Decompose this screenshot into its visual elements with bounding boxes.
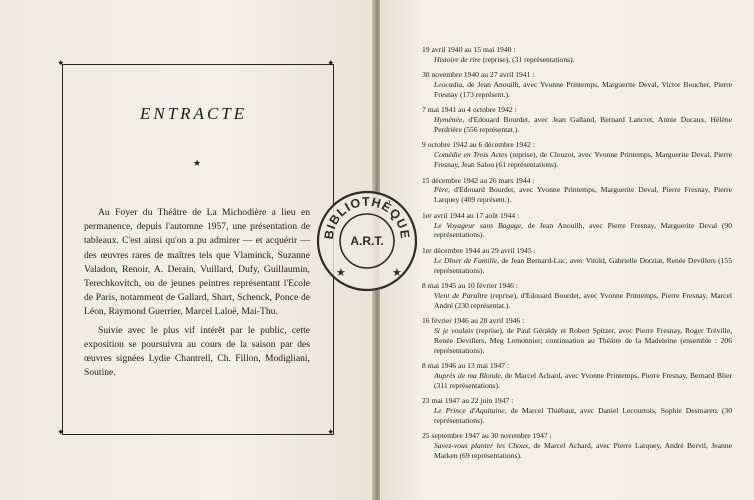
entry-description <box>422 406 732 426</box>
entry-description <box>422 80 732 100</box>
performance-entry <box>422 316 732 356</box>
ornament-star-icon: ★ <box>193 158 202 168</box>
entry-date: 19 avril 1940 au 15 mai 1940 : <box>422 45 516 54</box>
stamp-star-icon: ★ <box>336 267 346 279</box>
entry-description <box>422 115 732 135</box>
entry-date: 9 octobre 1942 au 6 décembre 1942 : <box>422 140 535 150</box>
entry-date: 15 décembre 1942 au 26 mars 1944 : <box>422 175 535 185</box>
play-title: Hyménée <box>434 115 463 125</box>
performance-entry <box>422 105 732 135</box>
entry-details: , d'Edouard Bourdet, avec Yvonne Printemps, Marguerite Deval, Pierre Fresnay, Pierre Larquey (409 représent.). <box>434 185 732 205</box>
library-stamp <box>312 186 422 296</box>
entry-description <box>422 55 732 65</box>
entry-date: 1er avril 1944 au 17 août 1944 : <box>422 210 520 220</box>
performance-entry <box>422 45 732 65</box>
entry-date: 16 février 1946 au 28 avril 1946 : <box>422 315 525 325</box>
entry-description <box>422 185 732 205</box>
entry-details: , de Jean Bernard-Luc, avec Vitold, Gabrielle Dorziat, Renée Devillers (155 représentations). <box>434 255 732 275</box>
entry-details: (reprise), d'Edouard Bourdet, avec Yvonne Printemps, Pierre Fresnay, Marcel André (230 représentat.). <box>434 290 732 310</box>
entry-description <box>422 221 732 241</box>
performance-entry <box>422 70 732 100</box>
performance-entry <box>422 396 732 426</box>
entry-date: 25 septembre 1947 au 30 novembre 1947 : <box>422 431 552 441</box>
performance-entry <box>422 211 732 241</box>
play-title: Savez-vous planter les Choux <box>434 441 529 451</box>
corner-star-icon: ✦ <box>327 427 335 437</box>
play-title: Leocadia <box>434 80 463 90</box>
stamp-star-icon: ★ <box>392 267 402 279</box>
play-title: Le Dîner de Famille <box>434 255 498 265</box>
play-title: Le Voyageur sans Bagage <box>434 220 522 230</box>
page-title: ENTRACTE <box>140 104 248 123</box>
play-title: Auprès de ma Blonde <box>434 370 501 380</box>
entry-date: 8 mai 1946 au 13 mai 1947 : <box>422 360 510 370</box>
entry-date: 8 mai 1945 au 10 février 1946 : <box>422 280 518 290</box>
performance-entry <box>422 431 732 461</box>
entry-date: 1er décembre 1944 au 29 avril 1945 : <box>422 245 536 255</box>
entry-details: (reprise), de Paul Géraldy et Robert Spitzer, avec Pierre Fresnay, Roger Tréville, Renée Devillers, Meg Lemonnier; continuation au Théâtre de la Madeleine (ensemble : 206 représentations). <box>434 325 732 355</box>
entry-description <box>422 371 732 391</box>
entracte-text <box>84 206 310 380</box>
entry-details: , d'Edouard Bourdet, avec Jean Galland, Bernard Lancret, Annie Ducaux, Hélène Perdrière (556 représentat.). <box>434 115 732 135</box>
performance-list <box>422 45 732 466</box>
performance-entry <box>422 361 732 391</box>
performance-entry <box>422 281 732 311</box>
performance-entry <box>422 140 732 170</box>
play-title: Le Prince d'Aquitaine <box>434 406 505 415</box>
stamp-top-text: BIBLIOTHÈQUE <box>321 194 413 241</box>
entry-details: (reprise), (31 représentations). <box>480 54 575 64</box>
paragraph: Au Foyer du Théâtre de La Michodière a lieu en permanence, depuis l'automne 1957, une présentation de tableaux. C'est ainsi qu'on a pu admirer — et acquérir — des œuvres rares de maîtres tels que Vlaminck, Suzanne Valadon, Renoir, A. Derain, Vuillard, Dufy, Guillaumin, Terechkovitch, ou de jeunes peintres représentant l'Ecole de Paris, notamment de Gallard, Shart, Schenck, Ponce de Léon, Raymond Guerrier, Marcel Laloë, Mai-Thu. <box>84 207 310 318</box>
entry-details: , de Jean Anouilh, avec Yvonne Printemps, Marguerite Deval, Victor Boucher, Pierre Fresnay (173 représent.). <box>434 80 732 100</box>
entry-date: 23 mai 1947 au 22 juin 1947 : <box>422 396 514 406</box>
entry-details: (reprise), de Clouzot, avec Yvonne Printemps, Marguerite Deval, Pierre Fresnay, Jean Salou (61 représentations). <box>434 150 732 170</box>
stamp-center-text: A.R.T. <box>350 234 384 248</box>
entry-description <box>422 291 732 311</box>
entry-details: , de Marcel Achard, avec Yvonne Printemps, Pierre Fresnay, Bernard Blier (311 représentations). <box>434 370 733 390</box>
play-title: Comédie en Trois Actes <box>434 150 508 160</box>
corner-star-icon: ✦ <box>327 58 335 68</box>
play-title: Vient de Paraître <box>434 290 488 300</box>
corner-star-icon: ✦ <box>57 427 65 437</box>
play-title: Père <box>434 185 449 195</box>
entry-details: , de Jean Anouilh, avec Pierre Fresnay, Marguerite Deval (90 représentations). <box>434 220 733 240</box>
performance-entry <box>422 246 732 276</box>
entry-details: , de Marcel Thiébaut, avec Daniel Lecourtois, Sophie Desmarets (30 représentations). <box>434 406 732 425</box>
entry-details: , de Marcel Achard, avec Pierre Larquey, André Bervil, Jeanne Marken (69 représentations). <box>434 441 732 461</box>
performance-entry <box>422 176 732 206</box>
entry-date: 30 novembre 1940 au 27 avril 1941 : <box>422 70 535 80</box>
entry-description <box>422 326 732 356</box>
entry-description <box>422 256 732 276</box>
play-title: Si je voulais <box>434 325 474 335</box>
entry-date: 7 mai 1941 au 4 octobre 1942 : <box>422 105 517 115</box>
entry-description <box>422 150 732 170</box>
paragraph: Suivie avec le plus vif intérêt par le public, cette exposition se poursuivra au cours de la saison par des œuvres signées Lydie Chantrell, Ch. Fillon, Modigliani, Soutine. <box>84 324 310 379</box>
entry-description <box>422 441 732 461</box>
corner-star-icon: ✦ <box>57 58 65 68</box>
play-title: Histoire de rire <box>434 54 481 64</box>
